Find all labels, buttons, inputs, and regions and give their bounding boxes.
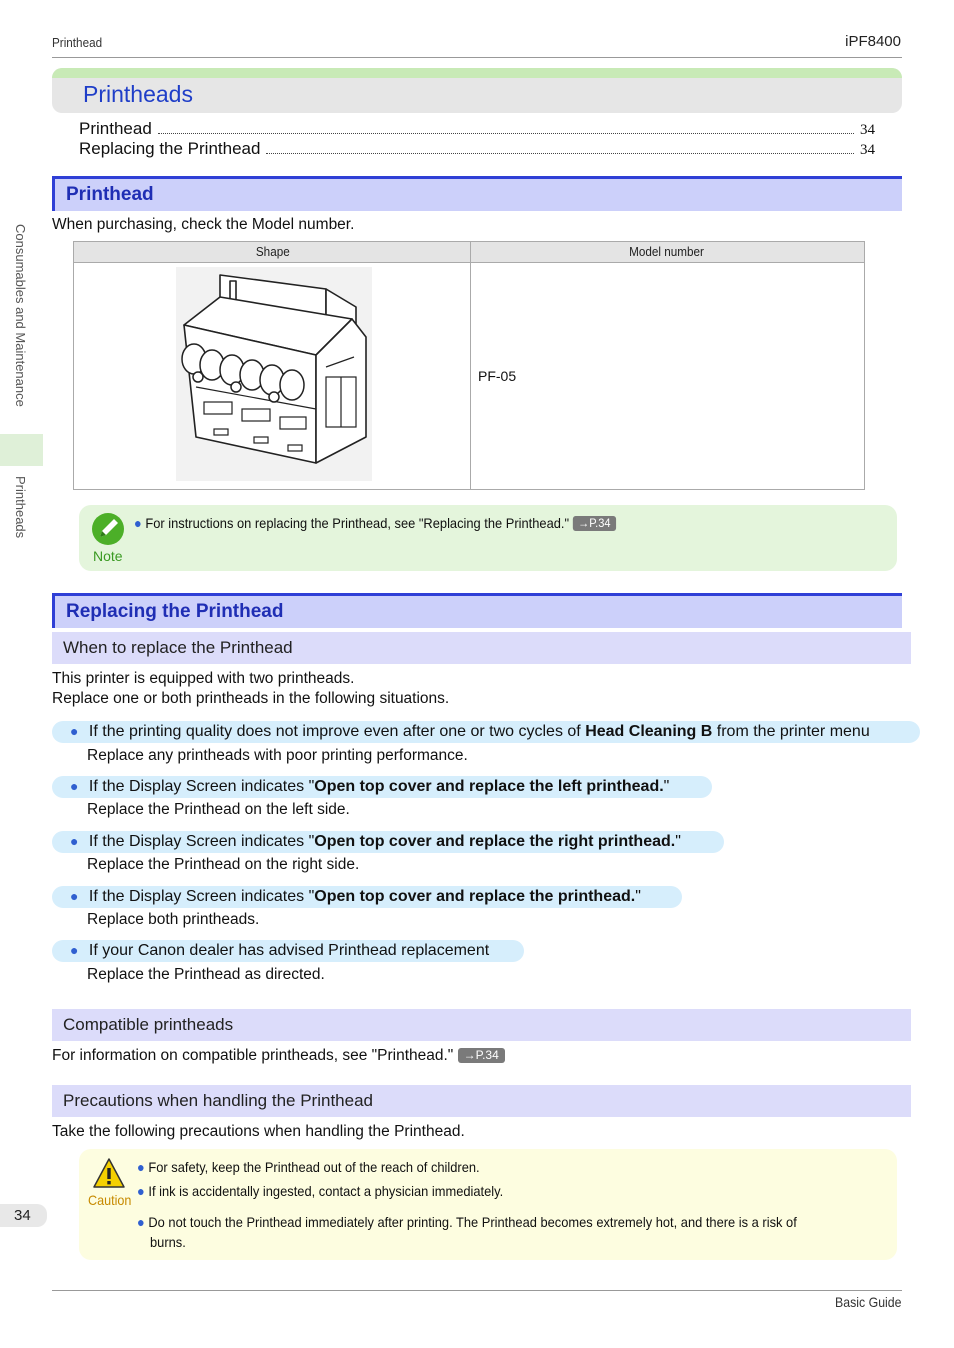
situation-description: Replace the Printhead on the left side.	[87, 801, 350, 818]
side-tab-section[interactable]: Printheads	[13, 476, 28, 539]
situation-description: Replace the Printhead as directed.	[87, 966, 325, 983]
situation-text-end: "	[675, 833, 681, 850]
subsection-title: When to replace the Printhead	[63, 638, 293, 657]
toc-page: 34	[860, 122, 875, 138]
footer-guide-name: Basic Guide	[834, 1294, 901, 1310]
situation-text: If the Display Screen indicates "	[88, 888, 315, 905]
chapter-title: Printheads	[83, 81, 193, 107]
situation-description: Replace any printheads with poor printing performance.	[87, 747, 468, 764]
situation-item	[70, 833, 681, 851]
chapter-banner-strip	[52, 68, 902, 78]
situation-item	[70, 942, 489, 960]
bullet-icon: ●	[137, 1159, 145, 1175]
caution-item	[137, 1159, 480, 1175]
caution-text: If ink is accidentally ingested, contact a physician immediately.	[148, 1183, 504, 1199]
side-tab-highlight	[0, 434, 43, 466]
header-divider	[52, 57, 902, 58]
table-divider	[470, 242, 471, 489]
situation-item	[70, 888, 641, 906]
page-number: 34	[0, 1204, 47, 1227]
bullet-icon: ●	[70, 723, 79, 739]
subsection-title: Precautions when handling the Printhead	[63, 1091, 373, 1110]
subsection-header-compatible	[52, 1009, 911, 1041]
situation-text: If your Canon dealer has advised Printhead replacement	[88, 942, 490, 959]
toc-leader	[158, 133, 854, 134]
situation-description: Replace both printheads.	[87, 911, 260, 928]
section-header-printhead	[52, 176, 902, 211]
situation-text: If the printing quality does not improve even after one or two cycles of	[88, 723, 586, 740]
subsection-header-when	[52, 632, 911, 664]
situation-text-end: from the printer menu	[712, 723, 870, 740]
page-reference-link[interactable]: →P.34	[573, 516, 616, 531]
note-text: For instructions on replacing the Printhead, see "Replacing the Printhead."	[145, 515, 570, 531]
situation-text-end: "	[635, 888, 641, 905]
printhead-intro: When purchasing, check the Model number.	[52, 216, 355, 233]
page-reference-link[interactable]: →P.34	[458, 1048, 505, 1063]
toc-label[interactable]: Replacing the Printhead	[79, 139, 261, 158]
situation-emphasis: Open top cover and replace the printhead.	[314, 888, 636, 905]
pencil-icon	[91, 512, 125, 546]
situation-emphasis: Head Cleaning B	[585, 723, 713, 740]
toc-page: 34	[860, 142, 875, 158]
subsection-title: Compatible printheads	[63, 1015, 234, 1034]
caution-text-continued: burns.	[150, 1234, 186, 1250]
header-model: iPF8400	[845, 33, 901, 50]
bullet-icon: ●	[134, 515, 142, 531]
situation-emphasis: Open top cover and replace the right printhead.	[314, 833, 676, 850]
subsection-header-precautions	[52, 1085, 911, 1117]
caution-text: Do not touch the Printhead immediately after printing. The Printhead becomes extremely hot, and there is a risk of	[148, 1214, 797, 1230]
situation-item	[70, 778, 669, 796]
section-header-replacing	[52, 593, 902, 628]
situation-description: Replace the Printhead on the right side.	[87, 856, 360, 873]
situation-item	[70, 723, 870, 741]
caution-text: For safety, keep the Printhead out of the reach of children.	[148, 1159, 480, 1175]
warning-triangle-icon	[92, 1157, 126, 1189]
caution-label: Caution	[88, 1192, 132, 1208]
bullet-icon: ●	[70, 942, 79, 958]
side-tab-chapter[interactable]: Consumables and Maintenance	[13, 224, 28, 407]
table-header-row	[74, 242, 864, 263]
situation-text-end: "	[663, 778, 670, 795]
bullet-icon: ●	[137, 1183, 145, 1199]
note-label: Note	[93, 548, 123, 564]
column-header-shape: Shape	[255, 244, 290, 259]
toc-leader	[266, 153, 854, 154]
column-header-model: Model number	[629, 244, 704, 259]
when-line-2: Replace one or both printheads in the following situations.	[52, 690, 450, 707]
section-title: Printhead	[66, 184, 154, 205]
footer-divider	[52, 1290, 902, 1291]
when-line-1: This printer is equipped with two printheads.	[52, 670, 355, 687]
toc-entry-printhead[interactable]	[79, 119, 875, 139]
header-section-name: Printhead	[52, 35, 103, 50]
toc-label[interactable]: Printhead	[79, 119, 152, 138]
situation-emphasis: Open top cover and replace the left printhead.	[314, 778, 664, 795]
model-table	[73, 241, 865, 490]
caution-item	[137, 1183, 503, 1199]
situation-text: If the Display Screen indicates "	[88, 778, 315, 795]
precautions-intro: Take the following precautions when handling the Printhead.	[52, 1123, 465, 1140]
bullet-icon: ●	[70, 778, 79, 794]
printhead-illustration	[176, 267, 372, 481]
section-title: Replacing the Printhead	[66, 601, 284, 622]
bullet-icon: ●	[70, 888, 79, 904]
note-item	[134, 515, 616, 531]
bullet-icon: ●	[70, 833, 79, 849]
compatible-text: For information on compatible printheads, see "Printhead."	[52, 1047, 454, 1064]
bullet-icon: ●	[137, 1214, 145, 1230]
caution-item	[137, 1214, 797, 1230]
model-number: PF-05	[478, 368, 517, 384]
situation-text: If the Display Screen indicates "	[88, 833, 315, 850]
compatible-text-line	[52, 1047, 505, 1065]
toc-entry-replacing[interactable]	[79, 139, 875, 159]
